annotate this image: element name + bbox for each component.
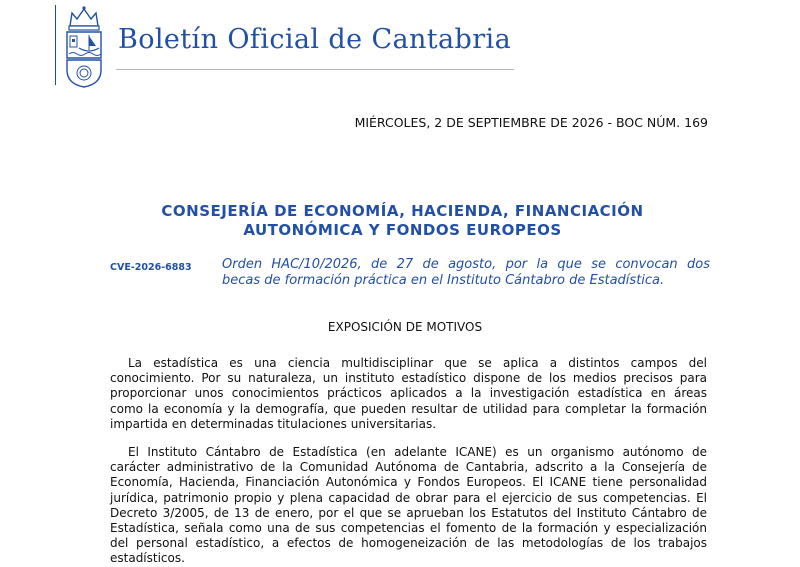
issue-date-number: MIÉRCOLES, 2 DE SEPTIEMBRE DE 2026 - BOC NÚM. 169	[354, 115, 708, 130]
paragraph-line: Estadística, señala como una de sus competencias el fomento de la formación y especialización	[110, 521, 707, 536]
paragraph-1	[110, 356, 707, 432]
paragraph-line: Decreto 3/2005, de 13 de enero, por el que se aprueban los Estatutos del Instituto Cántabro de	[110, 505, 707, 520]
paragraph-line: carácter administrativo de la Comunidad Autónoma de Cantabria, adscrito a la Consejería de	[110, 460, 707, 475]
section-heading: EXPOSICIÓN DE MOTIVOS	[327, 320, 483, 334]
department-heading-line: AUTONÓMICA Y FONDOS EUROPEOS	[243, 221, 562, 239]
paragraph-line: proporcionar unos conocimientos prácticos aplicados a la investigación estadística en áreas	[110, 386, 707, 401]
paragraph-line: La estadística es una ciencia multidisciplinar que se aplica a distintos campos del	[128, 356, 707, 370]
cve-code: CVE-2026-6883	[110, 262, 192, 273]
paragraph-line: conocimiento. Por su naturaleza, un instituto estadístico dispone de los medios precisos para	[110, 371, 707, 386]
paragraph-line: como la economía y la demografía, que pueden resultar de utilidad para completar la formación	[110, 401, 707, 416]
paragraph-line: impartida en determinadas titulaciones universitarias.	[110, 416, 437, 431]
department-heading-line: CONSEJERÍA DE ECONOMÍA, HACIENDA, FINANCIACIÓN	[161, 202, 644, 220]
order-title-line: becas de formación práctica en el Instituto Cántabro de Estadística.	[222, 273, 665, 288]
paragraph-line: El Instituto Cántabro de Estadística (en adelante ICANE) es un organismo autónomo de	[128, 445, 707, 459]
order-title-line: Orden HAC/10/2026, de 27 de agosto, por la que se convocan dos	[222, 257, 710, 272]
paragraph-2	[110, 445, 707, 567]
title-underline	[116, 69, 514, 70]
cantabria-coat-of-arms-icon	[60, 4, 108, 88]
order-title	[222, 257, 710, 289]
header-vertical-rule	[55, 5, 56, 85]
paragraph-line: del personal estadístico, a efectos de homogeneización de las metodologías de los trabajos	[110, 536, 707, 551]
paragraph-line: Economía, Hacienda, Financiación Autonómica y Fondos Europeos. El ICANE tiene personalidad	[110, 475, 707, 490]
paragraph-line: jurídica, patrimonio propio y plena capacidad de obrar para el ejercicio de sus competencias. El	[110, 490, 707, 505]
department-heading	[110, 202, 695, 240]
paragraph-line: estadísticos.	[110, 551, 185, 566]
bulletin-title: Boletín Oficial de Cantabria	[118, 24, 512, 55]
